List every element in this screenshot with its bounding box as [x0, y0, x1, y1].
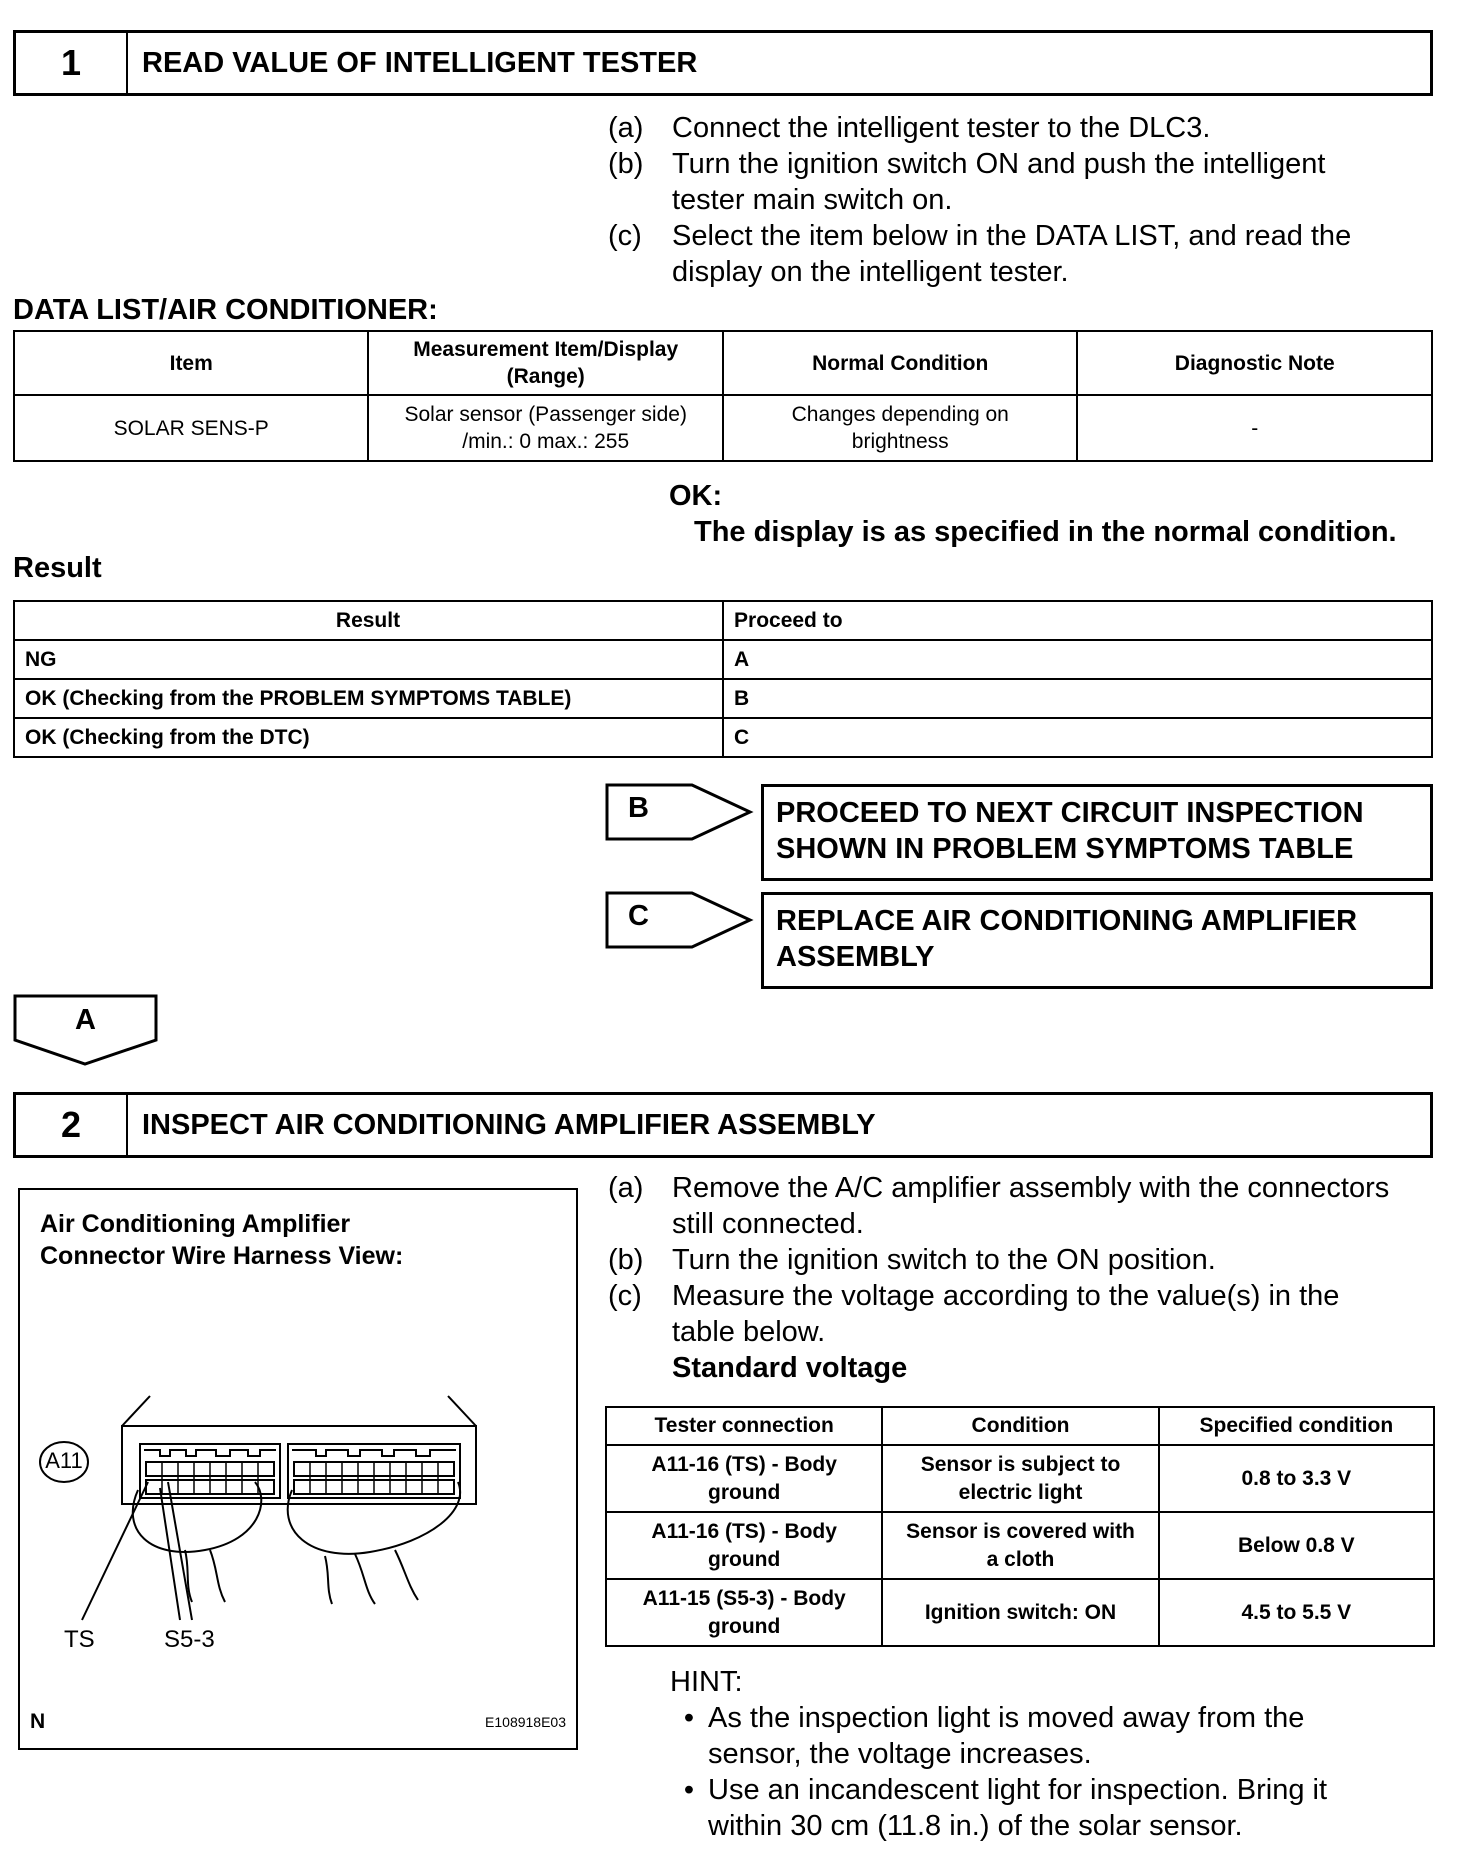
step1-instructions	[608, 110, 1351, 290]
table-header: Condition	[882, 1407, 1158, 1445]
instruction-item	[608, 110, 1351, 146]
instruction-text: display on the intelligent tester.	[672, 256, 1069, 288]
table-cell: Sensor is subject to electric light	[882, 1445, 1158, 1512]
hint-item	[670, 1700, 1327, 1772]
figure-title: Air Conditioning Amplifier	[40, 1210, 351, 1238]
table-header: Tester connection	[606, 1407, 882, 1445]
table-cell: Solar sensor (Passenger side) /min.: 0 max.: 255	[368, 395, 723, 461]
hint-text: As the inspection light is moved away from the	[708, 1702, 1305, 1734]
ok-text: The display is as specified in the normal condition.	[694, 516, 1397, 548]
instruction-text: Remove the A/C amplifier assembly with the connectors	[672, 1172, 1390, 1204]
table-row	[606, 1512, 1434, 1579]
pin-label-ts: TS	[64, 1626, 95, 1653]
result-heading: Result	[13, 552, 102, 584]
instruction-item	[608, 1242, 1389, 1278]
instruction-text: tester main switch on.	[672, 184, 953, 216]
connector-figure	[18, 1188, 578, 1750]
voltage-table	[605, 1406, 1435, 1647]
table-row	[14, 395, 1432, 461]
step-title: INSPECT AIR CONDITIONING AMPLIFIER ASSEMBLY	[142, 1108, 876, 1141]
instruction-text: table below.	[672, 1316, 826, 1348]
bullet-icon: •	[683, 1774, 695, 1806]
step2-header	[13, 1092, 1433, 1158]
standard-voltage-heading: Standard voltage	[672, 1352, 908, 1384]
table-cell: B	[723, 679, 1432, 718]
figure-corner-letter: N	[30, 1710, 46, 1733]
instruction-text: Turn the ignition switch to the ON position.	[672, 1244, 1216, 1276]
table-row	[14, 679, 1432, 718]
table-cell: NG	[14, 640, 723, 679]
instruction-item	[608, 218, 1351, 290]
instruction-label: (c)	[608, 220, 642, 252]
data-list-heading: DATA LIST/AIR CONDITIONER:	[13, 294, 438, 326]
instruction-item	[608, 1278, 1389, 1350]
table-header: Diagnostic Note	[1077, 331, 1432, 395]
step-number: 2	[16, 1095, 128, 1155]
branch-text: ASSEMBLY	[776, 941, 935, 973]
step2-instructions	[608, 1170, 1389, 1386]
result-table	[13, 600, 1433, 758]
table-cell: A	[723, 640, 1432, 679]
instruction-text: Select the item below in the DATA LIST, and read the	[672, 220, 1352, 252]
table-row	[606, 1579, 1434, 1646]
branch-letter: B	[628, 792, 649, 824]
instruction-text: still connected.	[672, 1208, 864, 1240]
table-header: Result	[14, 601, 723, 640]
table-header: Item	[14, 331, 368, 395]
bullet-icon: •	[683, 1702, 695, 1734]
connector-id: A11	[45, 1448, 83, 1473]
connector-drawing	[20, 1190, 576, 1748]
continue-letter: A	[75, 1004, 96, 1036]
table-cell: Ignition switch: ON	[882, 1579, 1158, 1646]
ok-label: OK:	[669, 480, 723, 512]
figure-title: Connector Wire Harness View:	[40, 1242, 404, 1270]
hint-label: HINT:	[670, 1666, 743, 1698]
instruction-item	[608, 146, 1351, 218]
instruction-label: (a)	[608, 1172, 644, 1204]
instruction-label: (a)	[608, 112, 644, 144]
pin-label-s5: S5-3	[164, 1626, 215, 1653]
table-cell: Changes depending on brightness	[723, 395, 1077, 461]
table-row	[606, 1445, 1434, 1512]
table-cell: A11-15 (S5-3) - Body ground	[606, 1579, 882, 1646]
branch-letter: C	[628, 900, 649, 932]
table-cell: A11-16 (TS) - Body ground	[606, 1512, 882, 1579]
step-title: READ VALUE OF INTELLIGENT TESTER	[142, 46, 698, 79]
step-number: 1	[16, 33, 128, 93]
instruction-text: Turn the ignition switch ON and push the intelligent	[672, 148, 1326, 180]
branch-c-box	[761, 892, 1433, 989]
branch-text: PROCEED TO NEXT CIRCUIT INSPECTION	[776, 797, 1364, 829]
table-cell: SOLAR SENS-P	[14, 395, 368, 461]
data-list-table	[13, 330, 1433, 462]
branch-text: SHOWN IN PROBLEM SYMPTOMS TABLE	[776, 833, 1354, 865]
table-cell: A11-16 (TS) - Body ground	[606, 1445, 882, 1512]
hint-text: sensor, the voltage increases.	[708, 1738, 1092, 1770]
instruction-label: (b)	[608, 148, 644, 180]
table-cell: OK (Checking from the DTC)	[14, 718, 723, 757]
hint-block	[670, 1664, 1327, 1844]
table-row	[14, 718, 1432, 757]
hint-text: within 30 cm (11.8 in.) of the solar sensor.	[708, 1810, 1243, 1842]
hint-item	[670, 1772, 1327, 1844]
table-header: Measurement Item/Display (Range)	[368, 331, 723, 395]
figure-code: E108918E03	[485, 1714, 566, 1730]
table-cell: 0.8 to 3.3 V	[1159, 1445, 1434, 1512]
table-header: Specified condition	[1159, 1407, 1434, 1445]
step1-header	[13, 30, 1433, 96]
instruction-text: Connect the intelligent tester to the DLC3.	[672, 112, 1211, 144]
table-cell: -	[1077, 395, 1432, 461]
table-row	[14, 640, 1432, 679]
table-cell: OK (Checking from the PROBLEM SYMPTOMS TABLE)	[14, 679, 723, 718]
instruction-label: (b)	[608, 1244, 644, 1276]
branch-text: REPLACE AIR CONDITIONING AMPLIFIER	[776, 905, 1358, 937]
table-header: Proceed to	[723, 601, 1432, 640]
instruction-label: (c)	[608, 1280, 642, 1312]
branch-b-box	[761, 784, 1433, 881]
table-cell: Below 0.8 V	[1159, 1512, 1434, 1579]
table-header: Normal Condition	[723, 331, 1077, 395]
table-cell: 4.5 to 5.5 V	[1159, 1579, 1434, 1646]
table-cell: Sensor is covered with a cloth	[882, 1512, 1158, 1579]
hint-text: Use an incandescent light for inspection. Bring it	[708, 1774, 1328, 1806]
table-cell: C	[723, 718, 1432, 757]
instruction-item	[608, 1170, 1389, 1242]
instruction-text: Measure the voltage according to the value(s) in the	[672, 1280, 1340, 1312]
